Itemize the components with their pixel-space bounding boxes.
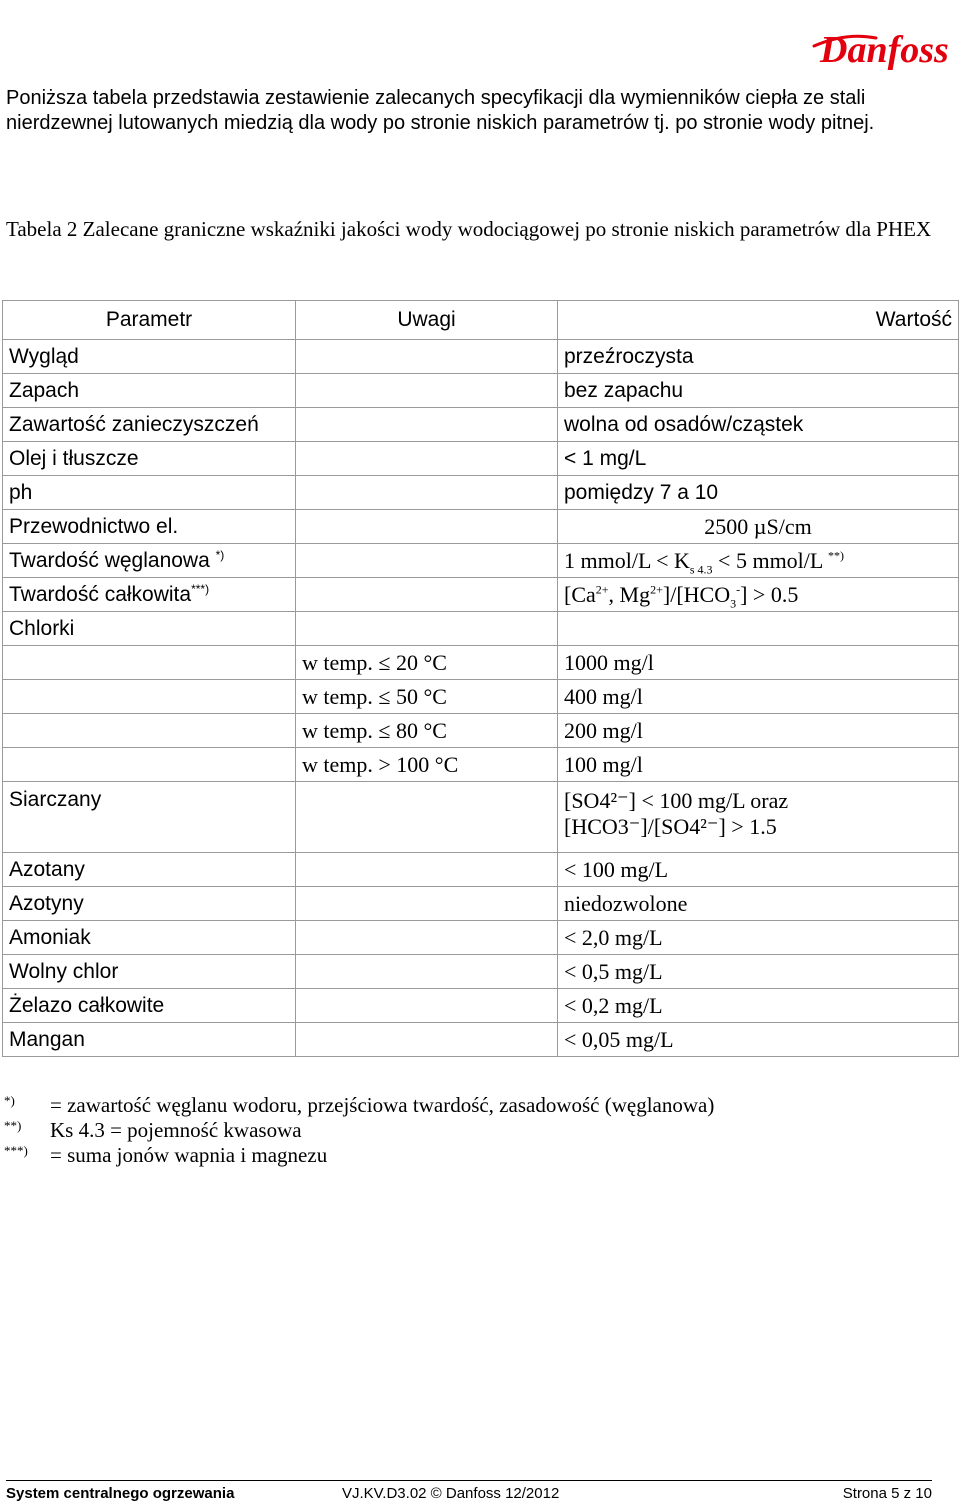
param-cell [3, 714, 296, 748]
note-cell [296, 955, 558, 989]
value-cell: niedozwolone [558, 887, 959, 921]
value-cell: 2500 µS/cm [558, 510, 959, 544]
param-cell: Przewodnictwo el. [3, 510, 296, 544]
param-cell: Amoniak [3, 921, 296, 955]
value-sub: s 4.3 [689, 561, 713, 576]
header-parametr: Parametr [3, 301, 296, 340]
footnotes [4, 1093, 934, 1168]
table-row [3, 510, 959, 544]
param-text: Twardość węglanowa [9, 548, 210, 572]
table-row-sulfates [3, 782, 959, 853]
table-row [3, 1023, 959, 1057]
note-cell [296, 921, 558, 955]
table-header-row [3, 301, 959, 340]
note-cell [296, 1023, 558, 1057]
danfoss-logo [806, 10, 956, 72]
param-cell: Olej i tłuszcze [3, 442, 296, 476]
note-cell [296, 989, 558, 1023]
table-row [3, 955, 959, 989]
logo-text: Danfoss [820, 29, 949, 71]
value-line1: [SO4²⁻] < 100 mg/L oraz [564, 788, 789, 813]
table-row-chloride-limit [3, 714, 959, 748]
footnote [4, 1143, 934, 1168]
param-cell: Wygląd [3, 340, 296, 374]
param-cell: ph [3, 476, 296, 510]
param-cell: Żelazo całkowite [3, 989, 296, 1023]
footnote-text: = zawartość węglanu wodoru, przejściowa twardość, zasadowość (węglanowa) [50, 1093, 715, 1117]
note-cell [296, 853, 558, 887]
page-footer [6, 1480, 932, 1505]
footnote-mark: ***) [4, 1143, 28, 1158]
value-part: ]/[HCO [662, 581, 731, 607]
value-sup: 2+ [595, 582, 609, 597]
param-cell [3, 680, 296, 714]
value-cell: < 0,05 mg/L [558, 1023, 959, 1057]
footer-left: System centralnego ogrzewania [6, 1485, 235, 1502]
table-row-hardness-total [3, 578, 959, 612]
table-row [3, 989, 959, 1023]
table-row [3, 340, 959, 374]
table-row [3, 442, 959, 476]
value-cell: pomiędzy 7 a 10 [558, 476, 959, 510]
footnote-text: = suma jonów wapnia i magnezu [50, 1143, 328, 1167]
param-cell: Mangan [3, 1023, 296, 1057]
value-cell: < 0,5 mg/L [558, 955, 959, 989]
note-cell: w temp. ≤ 50 °C [296, 680, 558, 714]
value-cell [558, 544, 959, 578]
value-cell: bez zapachu [558, 374, 959, 408]
note-cell: w temp. ≤ 20 °C [296, 646, 558, 680]
value-sup: - [736, 582, 741, 597]
note-cell [296, 374, 558, 408]
table-row-chloride-limit [3, 680, 959, 714]
table-row [3, 887, 959, 921]
table-caption: Tabela 2 Zalecane graniczne wskaźniki jakości wody wodociągowej po stronie niskich parametrów dla PHEX [6, 217, 932, 241]
note-cell [296, 782, 558, 853]
table-row [3, 921, 959, 955]
value-sub: 3 [730, 595, 737, 610]
note-cell [296, 578, 558, 612]
value-cell: < 1 mg/L [558, 442, 959, 476]
param-cell: Azotany [3, 853, 296, 887]
value-cell: przeźroczysta [558, 340, 959, 374]
note-cell: w temp. > 100 °C [296, 748, 558, 782]
value-b: < 5 mmol/L [712, 547, 829, 573]
footnote-mark: **) [4, 1118, 22, 1133]
note-cell [296, 408, 558, 442]
value-cell: 1000 mg/l [558, 646, 959, 680]
value-sup: 2+ [650, 582, 663, 597]
note-cell [296, 544, 558, 578]
table-row-hardness-carbonate [3, 544, 959, 578]
param-cell: Azotyny [3, 887, 296, 921]
param-text: Twardość całkowita [9, 582, 192, 606]
param-cell [3, 544, 296, 578]
table-row [3, 853, 959, 887]
param-cell: Zawartość zanieczyszczeń [3, 408, 296, 442]
value-part: [Ca [564, 581, 596, 607]
table-row [3, 476, 959, 510]
param-cell: Chlorki [3, 612, 296, 646]
value-cell: < 100 mg/L [558, 853, 959, 887]
table-row-chlorides [3, 612, 959, 646]
value-cell: < 0,2 mg/L [558, 989, 959, 1023]
note-cell [296, 612, 558, 646]
footnote [4, 1093, 934, 1118]
param-cell [3, 578, 296, 612]
note-cell: w temp. ≤ 80 °C [296, 714, 558, 748]
intro-paragraph: Poniższa tabela przedstawia zestawienie zalecanych specyfikacji dla wymienników ciepła ze stali nierdzewnej lutowanych miedzią dla wody po stronie niskich parametrów tj. po stronie wody pitnej. [6, 87, 875, 134]
note-cell [296, 442, 558, 476]
note-cell [296, 887, 558, 921]
footer-page-number: Strona 5 z 10 [842, 1485, 932, 1502]
value-cell: 100 mg/l [558, 748, 959, 782]
value-cell: 400 mg/l [558, 680, 959, 714]
footnote-mark: *) [4, 1093, 15, 1108]
note-cell [296, 510, 558, 544]
param-cell: Zapach [3, 374, 296, 408]
value-part: , Mg [608, 581, 651, 607]
table-row [3, 374, 959, 408]
footer-middle: VJ.KV.D3.02 © Danfoss 12/2012 [342, 1485, 560, 1502]
value-cell [558, 782, 959, 853]
param-cell [3, 646, 296, 680]
value-line2: [HCO3⁻]/[SO4²⁻] > 1.5 [564, 814, 777, 839]
value-part: ] > 0.5 [740, 581, 799, 607]
note-cell [296, 340, 558, 374]
footnote-text: Ks 4.3 = pojemność kwasowa [50, 1118, 302, 1142]
param-cell: Wolny chlor [3, 955, 296, 989]
header-uwagi: Uwagi [296, 301, 558, 340]
footnote-mark: *) [215, 547, 225, 562]
value-cell [558, 578, 959, 612]
footnote-mark: ***) [191, 581, 210, 596]
value-a: 1 mmol/L < K [564, 547, 690, 573]
param-cell: Siarczany [3, 782, 296, 853]
value-cell: < 2,0 mg/L [558, 921, 959, 955]
value-cell: wolna od osadów/cząstek [558, 408, 959, 442]
header-wartosc: Wartość [558, 301, 959, 340]
footnote-mark: **) [828, 548, 845, 563]
spec-table [2, 300, 959, 1057]
table-row-chloride-limit [3, 646, 959, 680]
table-row [3, 408, 959, 442]
param-cell [3, 748, 296, 782]
value-cell [558, 612, 959, 646]
note-cell [296, 476, 558, 510]
footnote [4, 1118, 934, 1143]
value-cell: 200 mg/l [558, 714, 959, 748]
table-row-chloride-limit [3, 748, 959, 782]
